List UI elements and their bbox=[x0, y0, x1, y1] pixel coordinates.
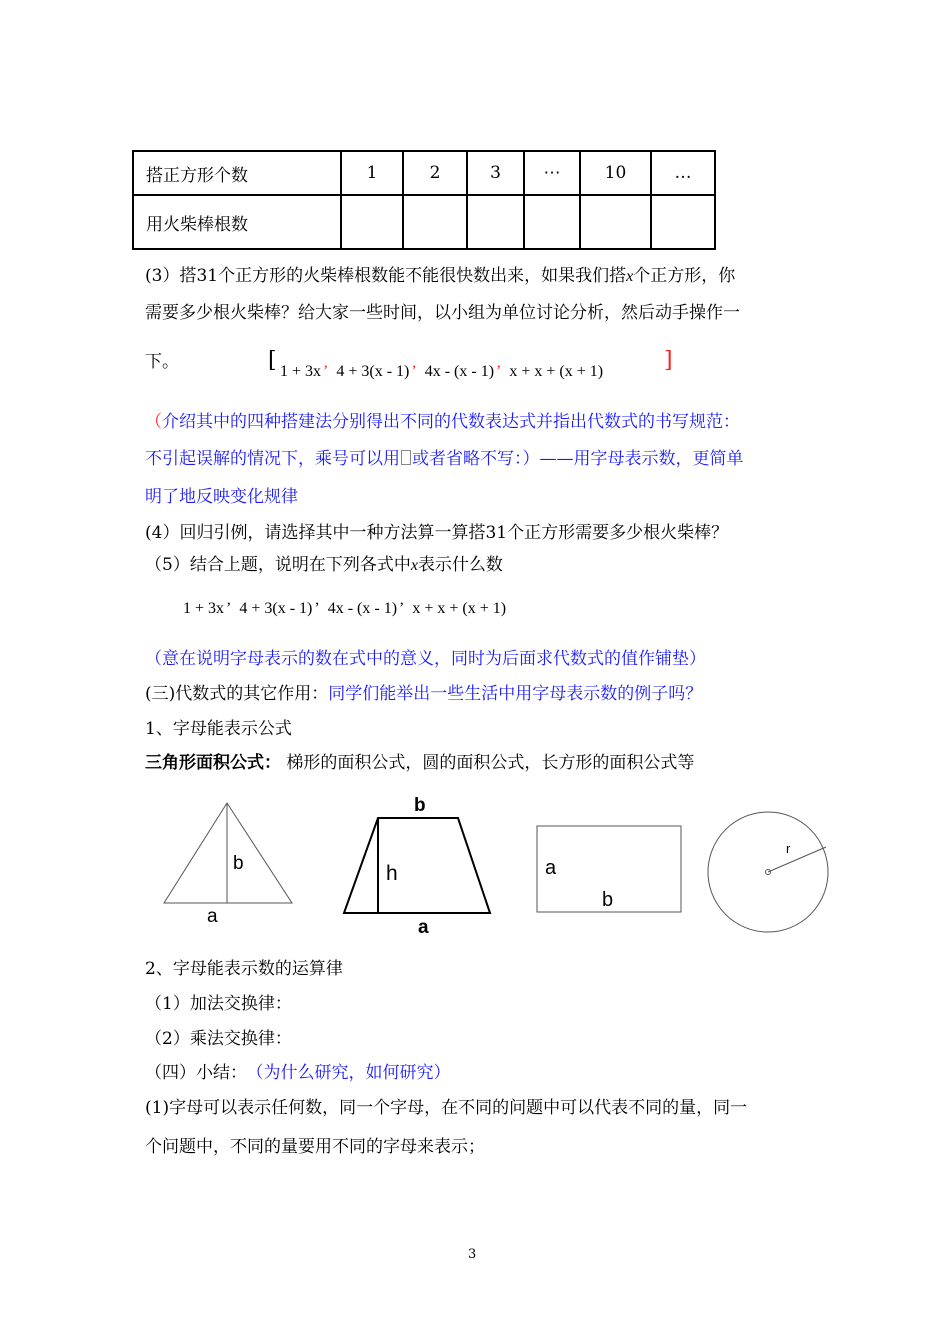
note1-line1: （介绍其中的四种搭建法分别得出不同的代数表达式并指出代数式的书写规范： bbox=[145, 412, 740, 432]
circle-radius-line bbox=[768, 847, 826, 872]
table-cell: … bbox=[651, 151, 715, 195]
table-cell: ⋯ bbox=[524, 151, 580, 195]
formula-3: 4x - (x - 1) bbox=[424, 363, 495, 380]
triangle-shape bbox=[164, 803, 292, 903]
table-cell: 2 bbox=[403, 151, 467, 195]
row-header: 用火柴棒根数 bbox=[133, 195, 341, 249]
triangle-height-label: b bbox=[233, 853, 244, 874]
formula-line: 三角形面积公式： 梯形的面积公式，圆的面积公式，长方形的面积公式等 bbox=[145, 753, 695, 773]
row-header: 搭正方形个数 bbox=[133, 151, 341, 195]
triangle-base-label: a bbox=[207, 906, 218, 927]
item1-line: 1、字母能表示公式 bbox=[145, 719, 292, 739]
trapezoid-shape bbox=[344, 818, 490, 913]
formula-3: 4x - (x - 1) bbox=[327, 600, 398, 617]
q5-line: （5）结合上题，说明在下列各式中x表示什么数 bbox=[145, 555, 503, 575]
law1-line: （1）加法交换律： bbox=[145, 994, 292, 1014]
table-cell: 10 bbox=[580, 151, 651, 195]
formula-list-2: 1 + 3x ’ 4 + 3(x - 1) ’ 4x - (x - 1) ’ x + x + (x + 1) bbox=[183, 600, 507, 617]
conclusion-line1: (1)字母可以表示任何数，同一个字母，在不同的问题中可以代表不同的量，同一 bbox=[145, 1098, 748, 1118]
law2-line: （2）乘法交换律： bbox=[145, 1029, 292, 1049]
right-bracket: ] bbox=[664, 348, 673, 373]
formula-2: 4 + 3(x - 1) bbox=[336, 363, 410, 380]
q3-line2: 需要多少根火柴棒？给大家一些时间，以小组为单位讨论分析，然后动手操作一 bbox=[145, 303, 740, 323]
table-cell: 3 bbox=[467, 151, 524, 195]
sec3-line: (三)代数式的其它作用：同学们能举出一些生活中用字母表示数的例子吗？ bbox=[145, 684, 703, 704]
conclusion-line2: 个问题中，不同的量要用不同的字母来表示； bbox=[145, 1137, 485, 1157]
formula-4: x + x + (x + 1) bbox=[412, 600, 507, 617]
table-cell: 1 bbox=[341, 151, 403, 195]
page-number: 3 bbox=[468, 1247, 477, 1262]
q3-line1: (3）搭31个正方形的火柴棒根数能不能很快数出来，如果我们搭x个正方形，你 bbox=[145, 266, 736, 286]
circle-radius-label: r bbox=[786, 841, 791, 856]
q4-line: (4）回归引例，请选择其中一种方法算一算搭31个正方形需要多少根火柴棒？ bbox=[145, 523, 729, 543]
note2-line: （意在说明字母表示的数在式中的意义，同时为后面求代数式的值作铺垫） bbox=[145, 649, 706, 669]
left-bracket: [ bbox=[268, 348, 277, 373]
q3-line3: 下。 bbox=[145, 352, 179, 372]
trapezoid-figure bbox=[344, 795, 490, 938]
circle-figure bbox=[708, 812, 828, 932]
triangle-figure bbox=[164, 803, 292, 927]
formula-2: 4 + 3(x - 1) bbox=[239, 600, 313, 617]
formula-1: 1 + 3x bbox=[183, 600, 225, 617]
note1-line2: 不引起误解的情况下，乘号可以用 或者省略不写：）——用字母表示数，更简单 bbox=[145, 449, 744, 469]
formula-1: 1 + 3x bbox=[280, 363, 322, 380]
summary-line: （四）小结： （为什么研究，如何研究） bbox=[145, 1063, 451, 1083]
rectangle-figure bbox=[537, 826, 681, 912]
trapezoid-top-label: b bbox=[414, 795, 426, 816]
rectangle-side-label: a bbox=[545, 857, 557, 879]
formula-list-1: 1 + 3x ’ 4 + 3(x - 1) ’ 4x - (x - 1) ’ x + x + (x + 1) bbox=[280, 363, 604, 380]
rectangle-bottom-label: b bbox=[602, 889, 614, 911]
formula-4: x + x + (x + 1) bbox=[509, 363, 604, 380]
trapezoid-height-label: h bbox=[386, 862, 398, 885]
note1-line3: 明了地反映变化规律 bbox=[145, 487, 298, 507]
trapezoid-bottom-label: a bbox=[418, 917, 429, 938]
item2-line: 2、字母能表示数的运算律 bbox=[145, 959, 343, 979]
